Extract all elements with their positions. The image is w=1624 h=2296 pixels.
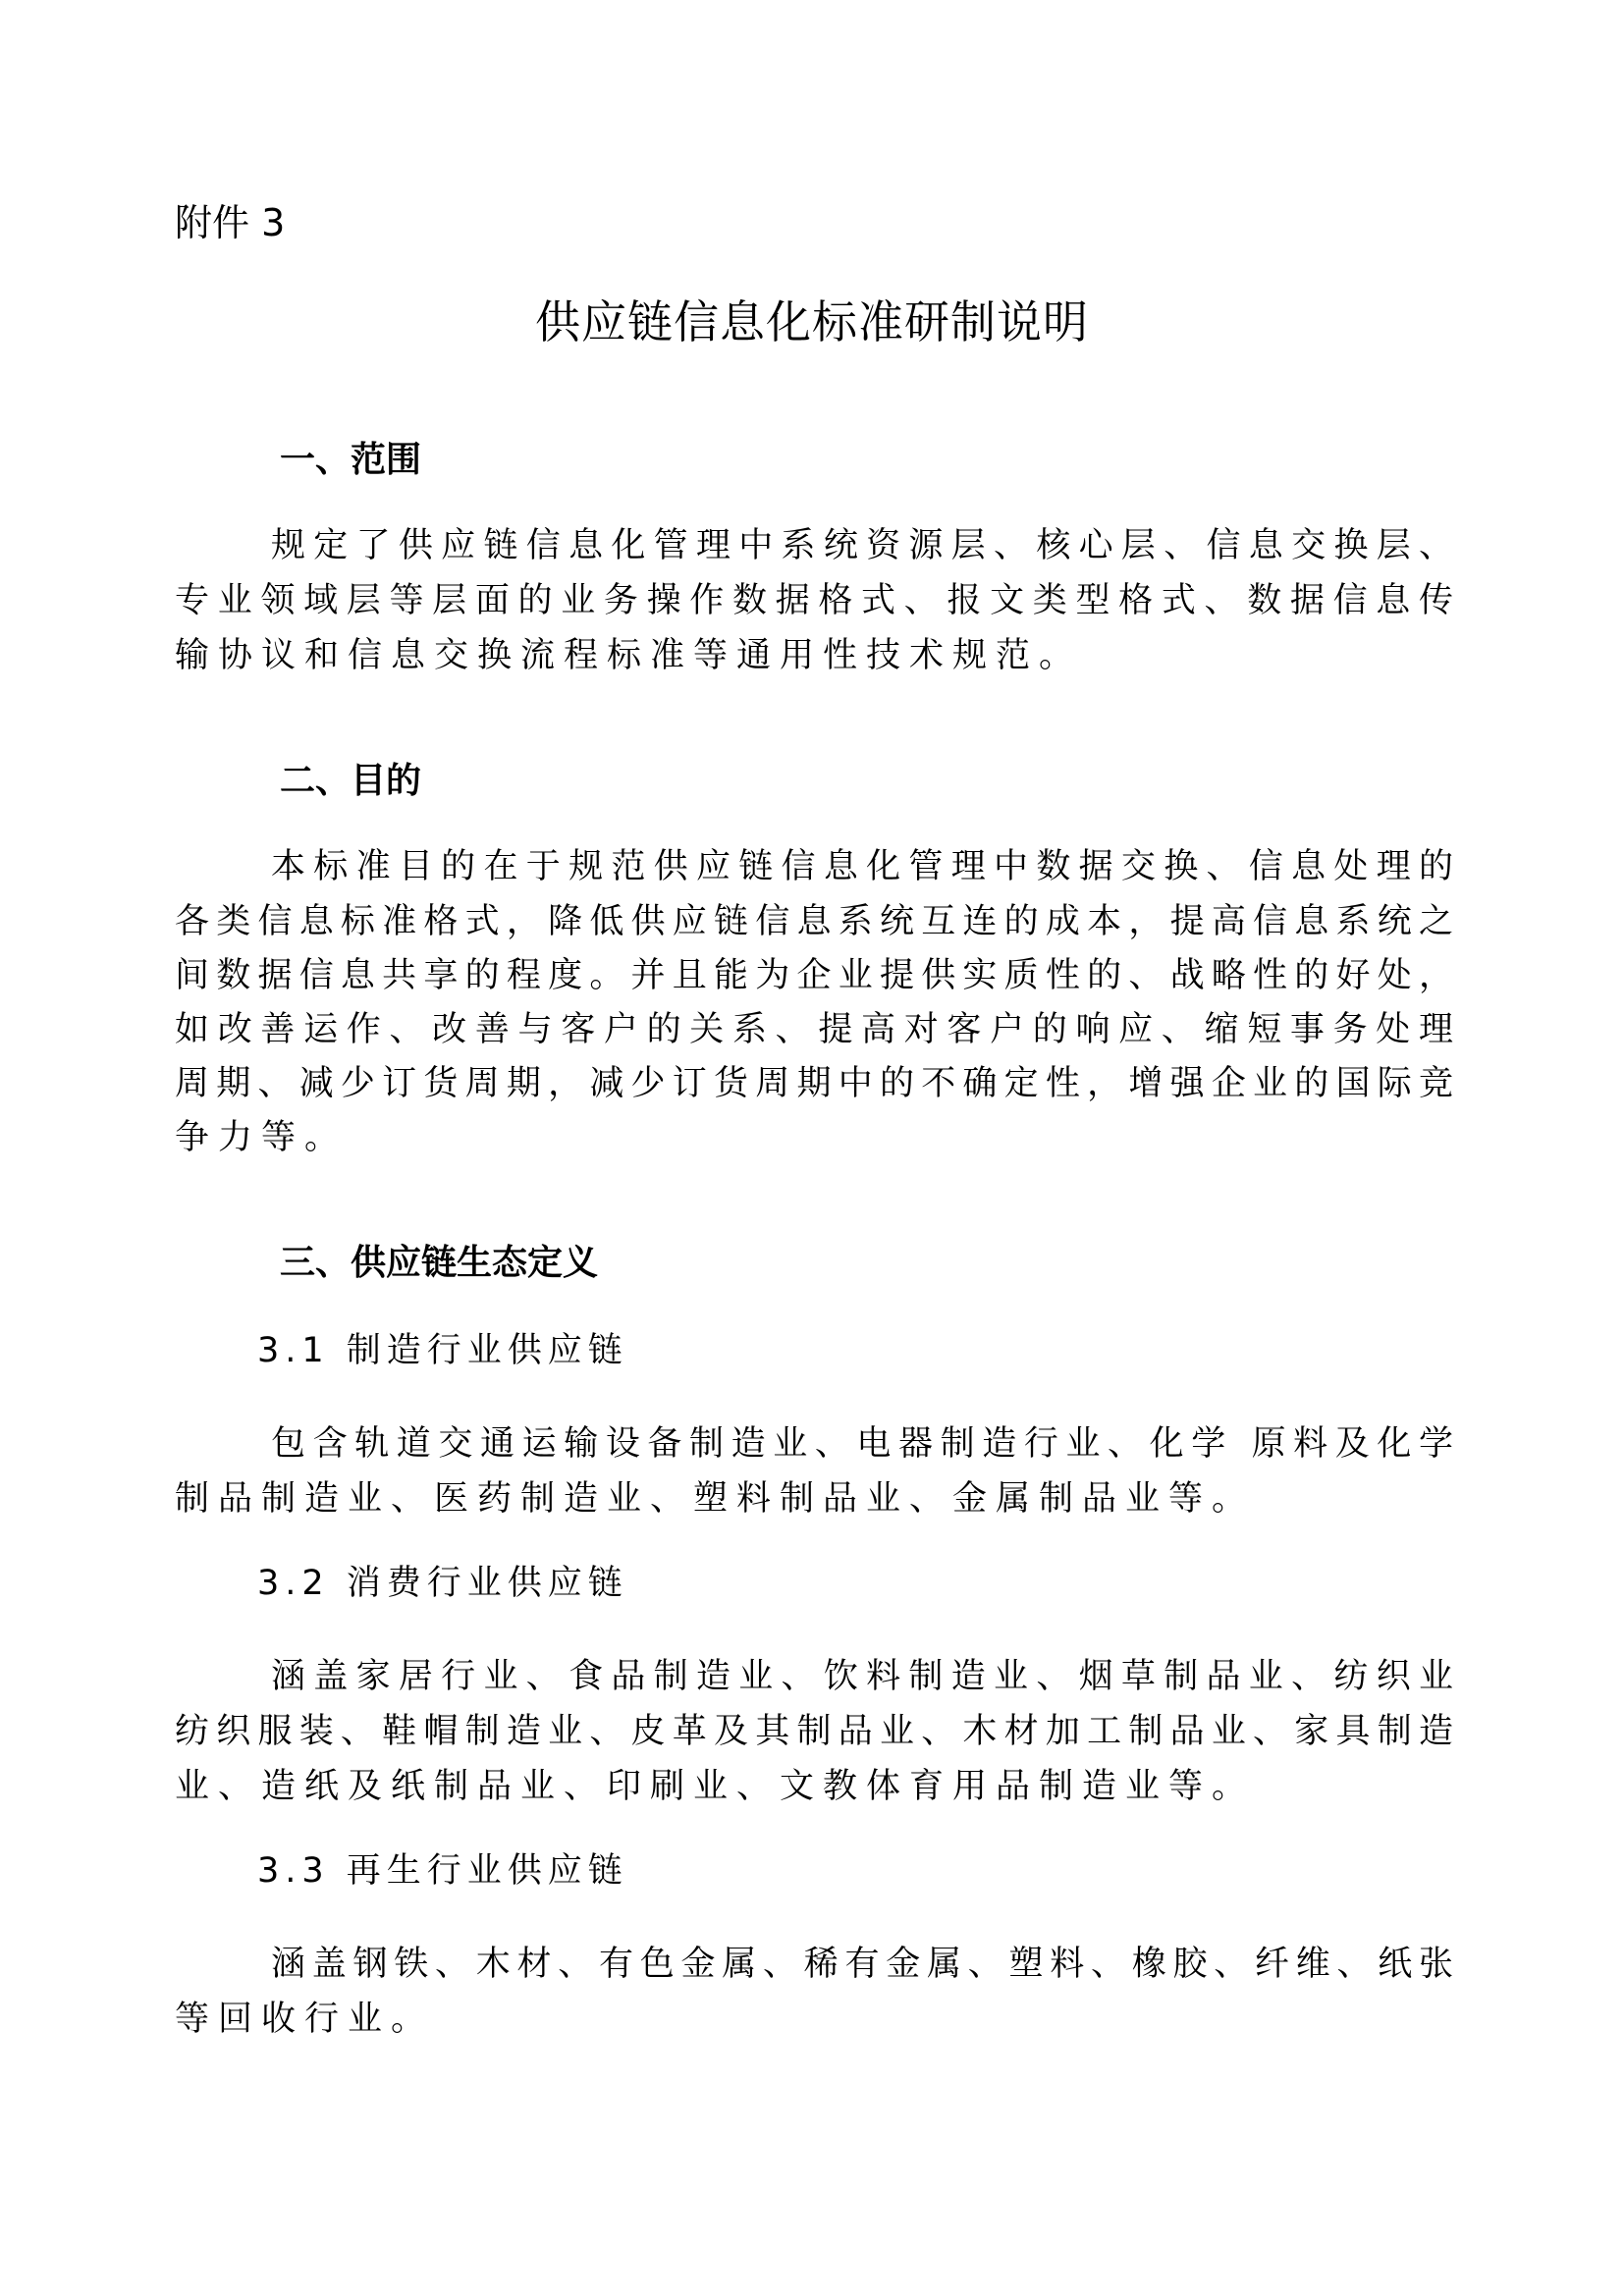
subsection-heading-consumer: 3.2 消费行业供应链 xyxy=(257,1564,628,1603)
paragraph-line: 纺织服装、鞋帽制造业、皮革及其制品业、木材加工制品业、家具制造 xyxy=(175,1712,1453,1751)
paragraph-line: 间数据信息共享的程度。并且能为企业提供实质性的、战略性的好处， xyxy=(175,956,1453,995)
paragraph-line: 周期、减少订货周期，减少订货周期中的不确定性，增强企业的国际竞 xyxy=(175,1064,1453,1103)
paragraph-line: 包含轨道交通运输设备制造业、电器制造行业、化学 原料及化学 xyxy=(271,1424,1453,1464)
section-heading-purpose: 二、目的 xyxy=(280,761,422,801)
section-heading-ecosystem: 三、供应链生态定义 xyxy=(280,1243,599,1283)
paragraph-line: 涵盖钢铁、木材、有色金属、稀有金属、塑料、橡胶、纤维、纸张 xyxy=(271,1945,1453,1984)
paragraph-line: 业、造纸及纸制品业、印刷业、文教体育用品制造业等。 xyxy=(175,1767,1256,1806)
paragraph-line: 如改善运作、改善与客户的关系、提高对客户的响应、缩短事务处理 xyxy=(175,1010,1453,1049)
paragraph-line: 规定了供应链信息化管理中系统资源层、核心层、信息交换层、 xyxy=(271,526,1453,565)
paragraph-line: 制品制造业、医药制造业、塑料制品业、金属制品业等。 xyxy=(175,1479,1256,1519)
document-title: 供应链信息化标准研制说明 xyxy=(535,295,1089,348)
paragraph-line: 输协议和信息交换流程标准等通用性技术规范。 xyxy=(175,636,1083,675)
paragraph-line: 涵盖家居行业、食品制造业、饮料制造业、烟草制品业、纺织业 xyxy=(271,1657,1453,1696)
paragraph-line: 各类信息标准格式，降低供应链信息系统互连的成本，提高信息系统之 xyxy=(175,902,1453,941)
subsection-heading-manufacturing: 3.1 制造行业供应链 xyxy=(257,1331,628,1370)
paragraph-line: 本标准目的在于规范供应链信息化管理中数据交换、信息处理的 xyxy=(271,847,1453,886)
paragraph-line: 等回收行业。 xyxy=(175,2000,435,2039)
section-heading-scope: 一、范围 xyxy=(280,440,422,480)
attachment-label: 附件 3 xyxy=(175,201,286,244)
paragraph-line: 专业领域层等层面的业务操作数据格式、报文类型格式、数据信息传 xyxy=(175,581,1453,620)
subsection-heading-recycling: 3.3 再生行业供应链 xyxy=(257,1851,628,1891)
paragraph-line: 争力等。 xyxy=(175,1118,349,1157)
